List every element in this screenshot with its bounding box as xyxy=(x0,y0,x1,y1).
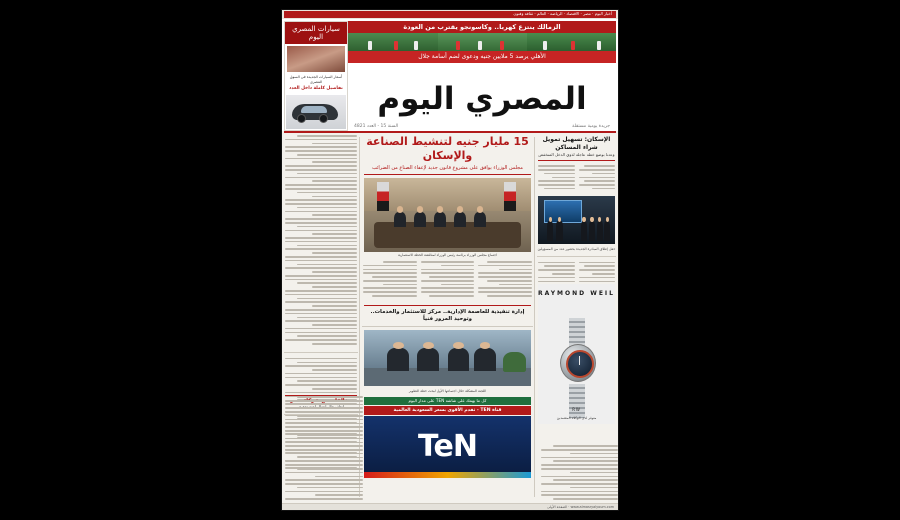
promo-title: سيارات المصري اليوم xyxy=(285,22,347,44)
lead-photo-caption: اجتماع مجلس الوزراء برئاسة رئيس الوزراء لمناقشة الخطة الاستثمارية xyxy=(397,253,498,257)
ten-color-bar xyxy=(364,472,531,478)
ten-logo-text: TeN xyxy=(418,429,477,465)
watch-band-bottom xyxy=(569,384,585,418)
publication-dateline: السنة 15 - العدد 4821 xyxy=(354,124,399,129)
promo-car-photo xyxy=(286,95,346,129)
promo-image xyxy=(287,46,345,72)
column-side xyxy=(282,133,360,510)
watch-dial xyxy=(566,350,594,378)
lead-body-text xyxy=(360,259,535,301)
watch-ad-footer: متوفر لدى الوكلاء المعتمدين xyxy=(556,416,597,420)
car-wheel-rear xyxy=(319,114,328,123)
lower-rule-2 xyxy=(362,326,533,327)
ten-green-band: كل ما يهمك على شاشة TEN على مدار اليوم xyxy=(364,397,531,405)
secondary-photo-caption: حفل إطلاق المبادرة الجديدة بحضور عدد من المسؤولين xyxy=(537,246,616,251)
ten-advertisement[interactable] xyxy=(364,416,531,478)
sports-banner xyxy=(348,21,616,63)
lead-rule xyxy=(364,174,531,175)
promo-box-cars xyxy=(284,21,348,131)
sports-banner-subheadline: الأهلي يرصد 5 ملايين جنيه ودعوى لضم أسامة جلال xyxy=(348,51,616,63)
watch-case xyxy=(560,344,596,382)
lead-photo xyxy=(364,178,531,252)
side-text-bottom xyxy=(282,394,366,504)
masthead xyxy=(282,19,618,131)
lower-photo-caption: اللجنة المشكلة خلال اجتماعها الأول لبحث خطة التطوير xyxy=(408,389,487,394)
sports-photo-3 xyxy=(527,33,616,51)
watch-ad-logo-bottom: RW xyxy=(572,407,581,412)
lower-photo xyxy=(364,330,531,386)
top-ticker-text: أخبار اليوم · مصر · الاقتصاد · الرياضة · العالم · ثقافة وفنون xyxy=(513,11,612,16)
publication-name: المصري اليوم xyxy=(377,81,587,117)
publication-tagline: جريدة يومية مستقلة xyxy=(572,124,610,129)
lower-rule xyxy=(364,305,531,306)
watch-product-image xyxy=(560,318,594,418)
column-lead xyxy=(360,133,535,510)
top-ticker-bar xyxy=(284,11,616,18)
secondary-rule-2 xyxy=(537,256,616,257)
sports-photo-1 xyxy=(348,33,438,51)
secondary-footer-text xyxy=(538,443,618,504)
page-body xyxy=(282,133,618,510)
sports-photo-2 xyxy=(438,33,527,51)
lower-headline: إدارة تنفيذية للعاصمة الإدارية.. مركز للاستثمار والخدمات.. وتوحيد المرور فنياً xyxy=(370,308,525,322)
sports-banner-headline: الزمالك ينتزع كهربا.. وكاسونجو يقترب من العودة xyxy=(348,21,616,33)
publication-logo xyxy=(348,69,616,129)
secondary-body-text xyxy=(535,163,618,193)
office-plant xyxy=(503,352,526,372)
promo-red-line: تفاصيل كاملة داخل العدد xyxy=(289,86,343,91)
flag-right xyxy=(504,182,516,210)
ten-red-band: قناة TEN - تقدم الأقوى بسعر السعودية العالمية xyxy=(364,406,531,415)
car-wheel-front xyxy=(297,114,306,123)
promo-caption: أسعار السيارات الجديدة في السوق المصري xyxy=(289,75,343,84)
watch-ad-brand: RAYMOND WEIL xyxy=(538,290,615,297)
page-footer: www.almasryalyoum.com · الصفحة الأولى xyxy=(282,503,618,510)
secondary-subhead: وعدنا بوضع خطة عاجلة لذوي الدخل المنخفض xyxy=(538,152,615,157)
column-secondary xyxy=(535,133,618,510)
flag-left xyxy=(377,182,389,210)
newspaper-front-page xyxy=(282,10,618,510)
secondary-rule xyxy=(538,160,615,161)
secondary-headline: الإسكان: تسهيل تمويل شراء المساكن xyxy=(542,136,611,151)
lead-headline: 15 مليار جنيه لتنشيط الصناعة والإسكان xyxy=(366,135,529,162)
watch-advertisement xyxy=(538,284,615,424)
lead-subhead: مجلس الوزراء يوافق على مشروع قانون جديد لإعفاء الصناع من الضرائب xyxy=(372,164,523,171)
side-text-top xyxy=(282,133,360,349)
side-rule xyxy=(284,352,358,353)
secondary-photo xyxy=(538,196,615,244)
